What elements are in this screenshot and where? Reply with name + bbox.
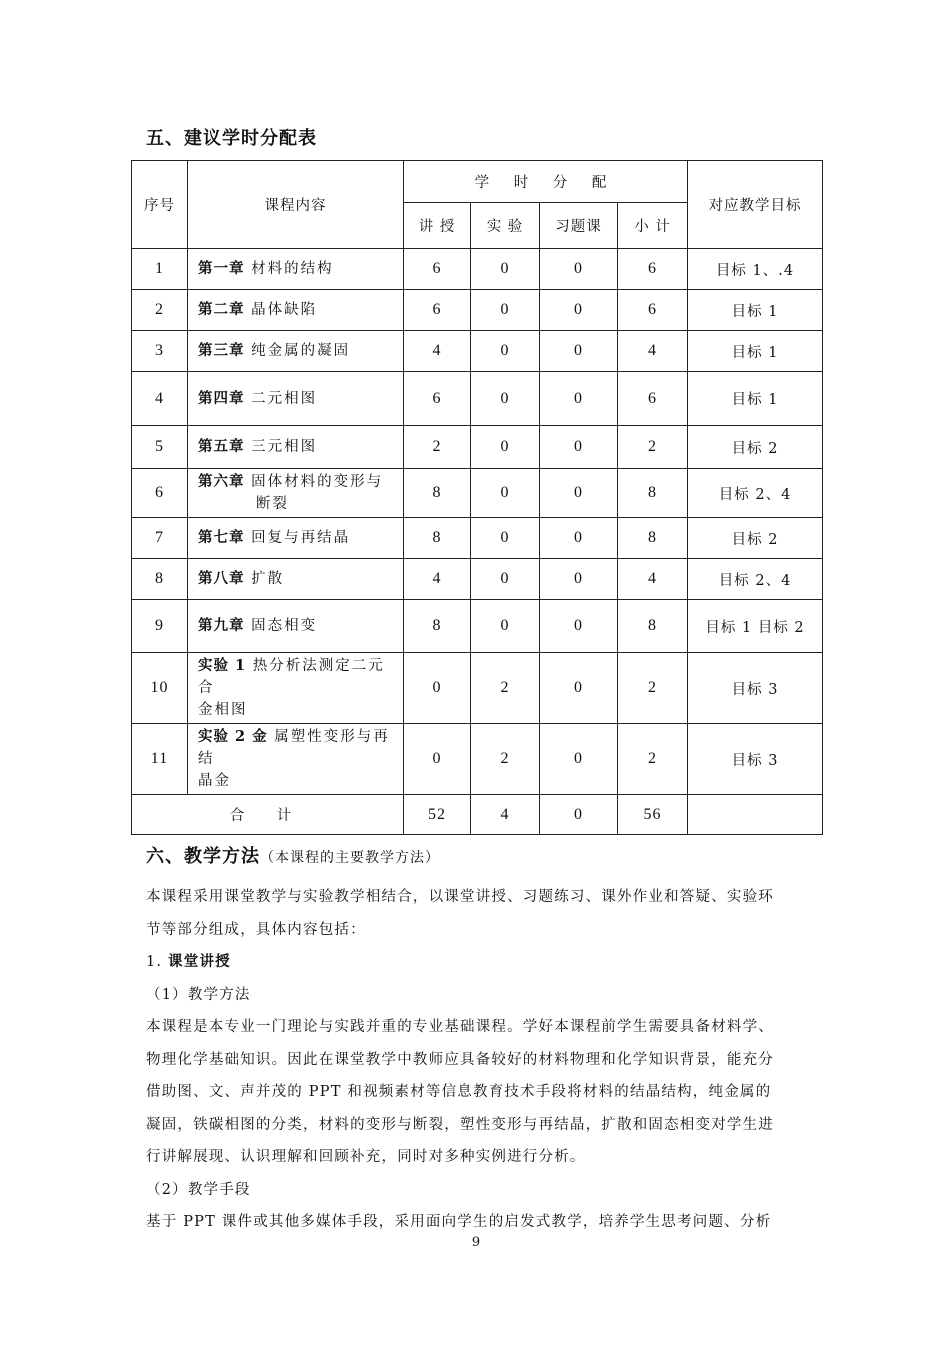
table-row xyxy=(132,518,823,559)
table-row xyxy=(132,331,823,372)
cell-exercise: 0 xyxy=(540,372,618,426)
cell-no: 8 xyxy=(132,559,188,600)
chapter-title: 回复与再结晶 xyxy=(251,530,351,546)
cell-experiment: 0 xyxy=(471,559,540,600)
hours-allocation-table xyxy=(131,160,823,835)
header-experiment: 实 验 xyxy=(471,203,540,249)
item-heading xyxy=(146,946,810,979)
cell-lecture: 8 xyxy=(404,518,471,559)
table-row xyxy=(132,469,823,518)
total-experiment: 4 xyxy=(471,795,540,835)
cell-experiment: 2 xyxy=(471,653,540,724)
cell-no: 2 xyxy=(132,290,188,331)
cell-experiment: 2 xyxy=(471,724,540,795)
cell-subtotal: 6 xyxy=(618,290,688,331)
section6-title: 六、教学方法 xyxy=(146,846,260,867)
cell-subtotal: 2 xyxy=(618,653,688,724)
cell-lecture: 0 xyxy=(404,724,471,795)
chapter-title: 固态相变 xyxy=(251,618,318,634)
cell-content xyxy=(188,290,404,331)
cell-content xyxy=(188,559,404,600)
table-row xyxy=(132,600,823,653)
cell-no: 1 xyxy=(132,249,188,290)
cell-goal: 目标 1 xyxy=(688,331,823,372)
cell-lecture: 6 xyxy=(404,290,471,331)
text-line: 本课程是本专业一门理论与实践并重的专业基础课程。学好本课程前学生需要具备材料学、 xyxy=(146,1019,774,1035)
cell-content xyxy=(188,372,404,426)
page-number: 9 xyxy=(471,1235,481,1250)
header-content: 课程内容 xyxy=(188,161,404,249)
cell-goal: 目标 2、4 xyxy=(688,469,823,518)
table-row xyxy=(132,426,823,469)
cell-experiment: 0 xyxy=(471,249,540,290)
table-row xyxy=(132,372,823,426)
cell-no: 5 xyxy=(132,426,188,469)
item-title: 课堂讲授 xyxy=(168,953,231,970)
cell-exercise: 0 xyxy=(540,600,618,653)
cell-lecture: 2 xyxy=(404,426,471,469)
header-subtotal: 小 计 xyxy=(618,203,688,249)
section6-subtitle: （本课程的主要教学方法） xyxy=(260,850,440,866)
cell-lecture: 6 xyxy=(404,249,471,290)
text-line: 本课程采用课堂教学与实验教学相结合，以课堂讲授、习题练习、课外作业和答疑、实验环 xyxy=(146,889,774,905)
chapter-label: 第五章 xyxy=(198,438,245,455)
cell-content xyxy=(188,600,404,653)
cell-content xyxy=(188,469,404,518)
table-row xyxy=(132,249,823,290)
cell-experiment: 0 xyxy=(471,426,540,469)
cell-subtotal: 2 xyxy=(618,724,688,795)
total-label: 合 计 xyxy=(132,795,404,835)
cell-lecture: 6 xyxy=(404,372,471,426)
cell-lecture: 8 xyxy=(404,469,471,518)
text-line: 物理化学基础知识。因此在课堂教学中教师应具备较好的材料物理和化学知识背景，能充分 xyxy=(146,1051,774,1068)
cell-content xyxy=(188,331,404,372)
chapter-title-cont: 断裂 xyxy=(256,496,289,512)
cell-goal: 目标 1、.4 xyxy=(688,249,823,290)
item-number: 1. xyxy=(146,954,169,970)
total-exercise: 0 xyxy=(540,795,618,835)
total-goal xyxy=(688,795,823,835)
cell-goal: 目标 2、4 xyxy=(688,559,823,600)
intro-paragraph xyxy=(146,881,810,1239)
chapter-title: 热分析法测定二元合 xyxy=(198,658,385,696)
chapter-title-cont: 金相图 xyxy=(198,702,248,718)
cell-exercise: 0 xyxy=(540,469,618,518)
cell-goal: 目标 2 xyxy=(688,518,823,559)
cell-lecture: 4 xyxy=(404,559,471,600)
text-line: 行讲解展现、认识理解和回顾补充，同时对多种实例进行分析。 xyxy=(146,1149,586,1165)
table-row xyxy=(132,559,823,600)
chapter-label: 第二章 xyxy=(198,301,245,318)
chapter-title: 二元相图 xyxy=(251,390,318,407)
cell-exercise: 0 xyxy=(540,653,618,724)
text-line: 基于 PPT 课件或其他多媒体手段，采用面向学生的启发式教学，培养学生思考问题、分析 xyxy=(146,1214,772,1230)
header-exercise: 习题课 xyxy=(540,203,618,249)
chapter-title: 三元相图 xyxy=(251,439,318,455)
section-title-5: 五、建议学时分配表 xyxy=(146,128,317,149)
chapter-label: 实验 1 xyxy=(198,657,247,674)
chapter-label: 第八章 xyxy=(198,570,245,587)
cell-lecture: 0 xyxy=(404,653,471,724)
chapter-title: 材料的结构 xyxy=(251,261,334,277)
cell-subtotal: 4 xyxy=(618,559,688,600)
cell-no: 11 xyxy=(132,724,188,795)
table-row xyxy=(132,653,823,724)
chapter-label: 第七章 xyxy=(198,529,245,546)
cell-content xyxy=(188,249,404,290)
chapter-title: 纯金属的凝固 xyxy=(251,343,351,359)
cell-exercise: 0 xyxy=(540,518,618,559)
cell-subtotal: 8 xyxy=(618,469,688,518)
cell-goal: 目标 1 目标 2 xyxy=(688,600,823,653)
cell-content xyxy=(188,426,404,469)
cell-exercise: 0 xyxy=(540,290,618,331)
cell-subtotal: 8 xyxy=(618,518,688,559)
chapter-label: 第六章 xyxy=(198,473,245,490)
cell-goal: 目标 3 xyxy=(688,724,823,795)
text-line: 借助图、文、声并茂的 PPT 和视频素材等信息教育技术手段将材料的结晶结构，纯金属的 xyxy=(146,1084,772,1100)
cell-content xyxy=(188,724,404,795)
chapter-title: 属塑性变形与再结 xyxy=(198,729,390,767)
cell-exercise: 0 xyxy=(540,426,618,469)
cell-subtotal: 4 xyxy=(618,331,688,372)
section-title-6 xyxy=(146,842,440,868)
chapter-label: 实验 2 金 xyxy=(198,728,268,745)
text-line: 节等部分组成，具体内容包括： xyxy=(146,921,366,938)
table-header-row xyxy=(132,161,823,203)
cell-goal: 目标 1 xyxy=(688,372,823,426)
chapter-label: 第九章 xyxy=(198,617,245,634)
cell-subtotal: 2 xyxy=(618,426,688,469)
cell-no: 7 xyxy=(132,518,188,559)
chapter-title: 扩散 xyxy=(251,571,285,587)
cell-exercise: 0 xyxy=(540,249,618,290)
cell-experiment: 0 xyxy=(471,600,540,653)
cell-experiment: 0 xyxy=(471,290,540,331)
cell-no: 4 xyxy=(132,372,188,426)
cell-subtotal: 6 xyxy=(618,372,688,426)
total-subtotal: 56 xyxy=(618,795,688,835)
chapter-label: 第一章 xyxy=(198,260,245,277)
cell-subtotal: 8 xyxy=(618,600,688,653)
cell-no: 9 xyxy=(132,600,188,653)
cell-exercise: 0 xyxy=(540,724,618,795)
cell-goal: 目标 3 xyxy=(688,653,823,724)
chapter-title: 晶体缺陷 xyxy=(251,302,318,318)
chapter-label: 第四章 xyxy=(198,389,245,407)
cell-no: 10 xyxy=(132,653,188,724)
total-lecture: 52 xyxy=(404,795,471,835)
chapter-title: 固体材料的变形与 xyxy=(251,474,384,490)
header-lecture: 讲 授 xyxy=(404,203,471,249)
cell-subtotal: 6 xyxy=(618,249,688,290)
table-row xyxy=(132,724,823,795)
subheading: （2）教学手段 xyxy=(146,1181,251,1198)
text-line: 凝固，铁碳相图的分类，材料的变形与断裂，塑性变形与再结晶，扩散和固态相变对学生进 xyxy=(146,1116,774,1133)
cell-experiment: 0 xyxy=(471,372,540,426)
cell-no: 3 xyxy=(132,331,188,372)
header-seq: 序号 xyxy=(132,161,188,249)
header-goal: 对应教学目标 xyxy=(688,161,823,249)
subheading: （1）教学方法 xyxy=(146,986,251,1003)
cell-content xyxy=(188,653,404,724)
cell-goal: 目标 2 xyxy=(688,426,823,469)
cell-experiment: 0 xyxy=(471,518,540,559)
cell-goal: 目标 1 xyxy=(688,290,823,331)
chapter-label: 第三章 xyxy=(198,342,245,359)
table-total-row xyxy=(132,795,823,835)
cell-experiment: 0 xyxy=(471,469,540,518)
cell-experiment: 0 xyxy=(471,331,540,372)
cell-content xyxy=(188,518,404,559)
cell-exercise: 0 xyxy=(540,559,618,600)
table-row xyxy=(132,290,823,331)
cell-exercise: 0 xyxy=(540,331,618,372)
chapter-title-cont: 晶金 xyxy=(198,773,231,789)
cell-lecture: 4 xyxy=(404,331,471,372)
cell-lecture: 8 xyxy=(404,600,471,653)
header-hours-group: 学 时 分 配 xyxy=(404,161,688,203)
cell-no: 6 xyxy=(132,469,188,518)
